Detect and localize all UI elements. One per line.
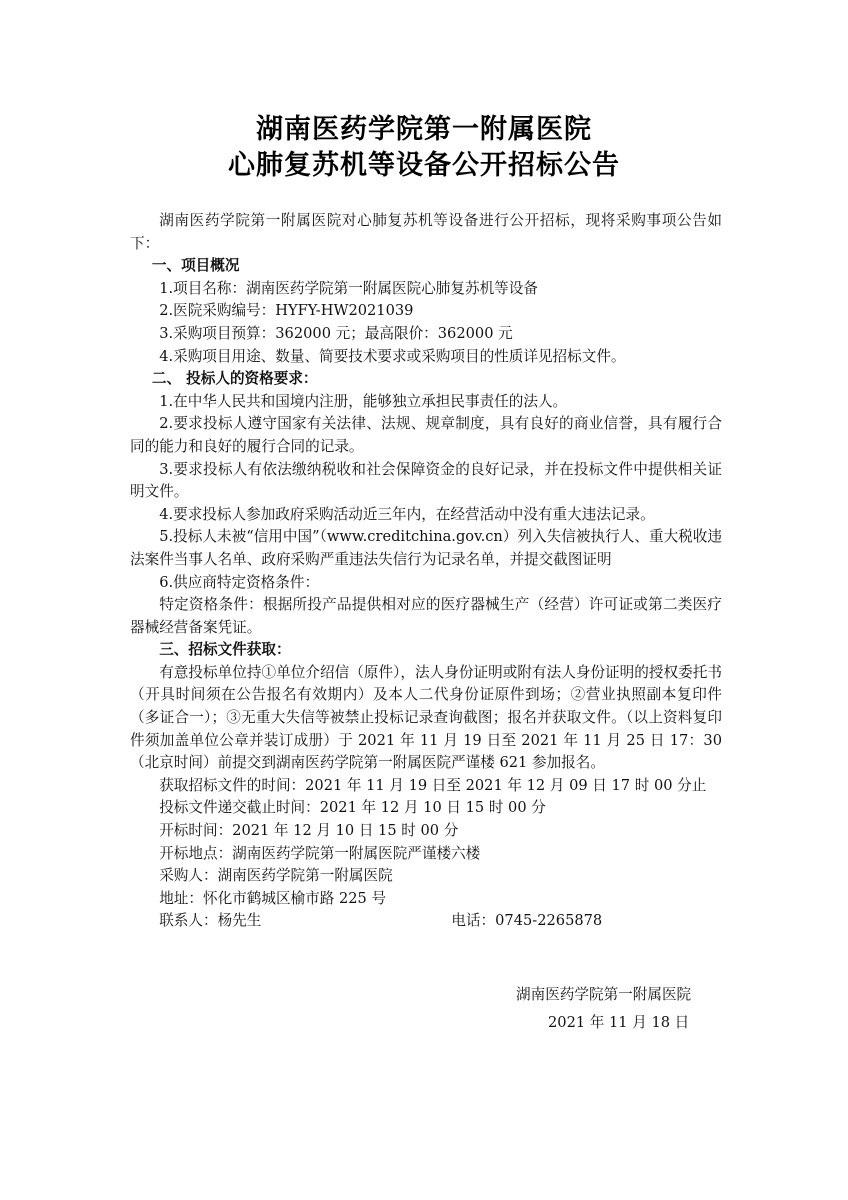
title-line-2: 心肺复苏机等设备公开招标公告 bbox=[228, 150, 620, 181]
document-body bbox=[130, 210, 722, 933]
section-3-line: 采购人：湖南医药学院第一附属医院 bbox=[159, 867, 393, 885]
section-1-heading: 一、项目概况 bbox=[151, 257, 240, 275]
contact-phone: 电话：0745-2265878 bbox=[451, 912, 603, 930]
section-1-item: 1.项目名称：湖南医药学院第一附属医院心肺复苏机等设备 bbox=[159, 279, 538, 297]
section-3-heading: 三、招标文件获取： bbox=[159, 641, 291, 659]
contact-line bbox=[130, 910, 722, 933]
section-1-item: 2.医院采购编号：HYFY-HW2021039 bbox=[159, 302, 414, 320]
section-1-item: 4.采购项目用途、数量、简要技术要求或采购项目的性质详见招标文件。 bbox=[159, 347, 626, 365]
section-2-item: 5.投标人未被“信用中国”（www.creditchina.gov.cn）列入失信被执行人、重大税收违法案件当事人名单、政府采购严重违法失信行为记录名单，并提交截图证明 bbox=[130, 528, 722, 568]
section-2-item: 3.要求投标人有依法缴纳税收和社会保障资金的良好记录，并在投标文件中提供相关证明文件。 bbox=[130, 460, 722, 501]
signature-date: 2021 年 11 月 18 日 bbox=[548, 1014, 690, 1031]
section-2-heading: 二、 投标人的资格要求： bbox=[151, 370, 318, 388]
contact-person: 联系人：杨先生 bbox=[159, 912, 262, 930]
section-2-item: 2.要求投标人遵守国家有关法律、法规、规章制度，具有良好的商业信誉，具有履行合同的能力和良好的履行合同的记录。 bbox=[130, 415, 722, 455]
section-2-item: 4.要求投标人参加政府采购活动近三年内，在经营活动中没有重大违法记录。 bbox=[159, 505, 655, 523]
section-1-item: 3.采购项目预算：362000 元；最高限价：362000 元 bbox=[159, 324, 513, 342]
section-2-item: 1.在中华人民共和国境内注册，能够独立承担民事责任的法人。 bbox=[159, 392, 568, 410]
section-3-line: 投标文件递交截止时间：2021 年 12 月 10 日 15 时 00 分 bbox=[159, 799, 546, 817]
section-2-item: 6.供应商特定资格条件： bbox=[159, 573, 320, 591]
section-3-paragraph: 有意投标单位持①单位介绍信（原件），法人身份证明或附有法人身份证明的授权委托书（开具时间须在公告报名有效期内）及本人二代身份证原件到场；②营业执照副本复印件（多证合一）；③无重大失信等被禁止投标记录查询截图；报名并获取文件。（以上资料复印件须加盖单位公章并装订成册）于 2021 年 11 月 19 日至 2021 年 11 月 25 日 17：30（北京时间）前提交到湖南医药学院第一附属医院严谨楼 621 参加报名。 bbox=[130, 663, 722, 772]
intro-paragraph: 湖南医药学院第一附属医院对心肺复苏机等设备进行公开招标，现将采购事项公告如下： bbox=[130, 212, 722, 252]
signature-org: 湖南医药学院第一附属医院 bbox=[516, 986, 692, 1003]
section-3-line: 地址：怀化市鹤城区榆市路 225 号 bbox=[159, 889, 387, 907]
section-3-paragraph: 获取招标文件的时间：2021 年 11 月 19 日至 2021 年 12 月 09 日 17 时 00 分止 bbox=[159, 776, 707, 794]
title-line-1: 湖南医药学院第一附属医院 bbox=[256, 114, 592, 145]
section-2-item: 特定资格条件：根据所投产品提供相对应的医疗器械生产（经营）许可证或第二类医疗器械经营备案凭证。 bbox=[130, 596, 722, 636]
section-3-line: 开标时间：2021 年 12 月 10 日 15 时 00 分 bbox=[159, 822, 459, 840]
section-3-line: 开标地点：湖南医药学院第一附属医院严谨楼六楼 bbox=[159, 844, 481, 862]
